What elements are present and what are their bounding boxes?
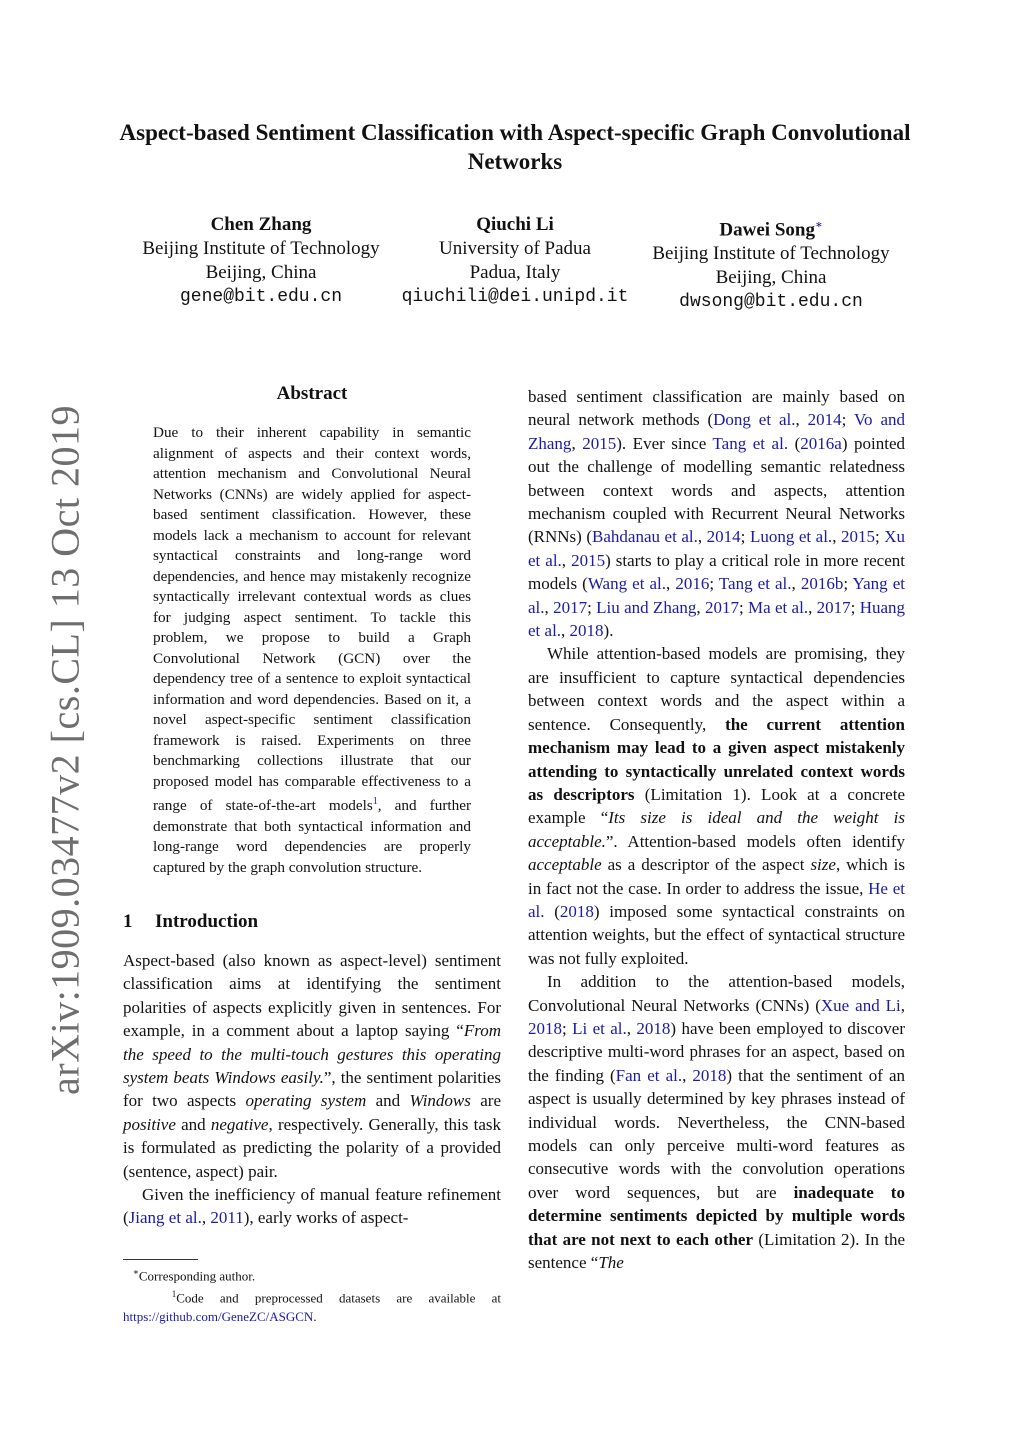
paragraph: Given the inefficiency of manual feature refinement (Jiang et al., 2011), early works of aspect- [123, 1185, 501, 1228]
citation-link[interactable]: 2014 [807, 410, 842, 430]
author-block [640, 213, 902, 314]
citation-link[interactable]: Huang et al. [528, 597, 906, 641]
author-email: qiuchili@dei.unipd.it [401, 287, 629, 307]
author-location: Padua, Italy [469, 262, 561, 283]
footnote-rule [123, 1259, 198, 1260]
citation-link[interactable]: Tang et al. [718, 574, 792, 594]
author-name: Chen Zhang [210, 214, 312, 235]
paragraph: Aspect-based (also known as aspect-level) sentiment classification aims at identifying the sentiment polarities of aspects explicitly given in sentences. For example, in a comment about a laptop saying “From the speed to the multi-touch gestures this operating system beats Windows easily.”, the sentiment polarities for two aspects operating system and Windows are positive and negative, respectively. Generally, this task is formulated as predicting the polarity of a provided (sentence, aspect) pair. [123, 951, 502, 1181]
paragraph: based sentiment classification are mainly based on neural network methods (Dong et al., 2014; Vo and Zhang, 2015). Ever since Tang et al. (2016a) pointed out the challenge of modelling semantic relatedness between context words and aspects, attention mechanism coupled with Recurrent Neural Networks (RNNs) (Bahdanau et al., 2014; Luong et al., 2015; Xu et al., 2015) starts to play a critical role in more recent models (Wang et al., 2016; Tang et al., 2016b; Yang et al., 2017; Liu and Zhang, 2017; Ma et al., 2017; Huang et al., 2018). [528, 387, 906, 641]
citation-link[interactable]: 2014 [706, 527, 741, 547]
citation-link[interactable]: Dong et al. [713, 410, 796, 430]
section-title: Introduction [155, 911, 259, 932]
citation-link[interactable]: 2015 [840, 527, 875, 547]
footnotes [123, 1263, 501, 1326]
citation-link[interactable]: 2015 [571, 550, 606, 570]
section-heading [123, 911, 258, 933]
citation-link[interactable]: 2016a [800, 433, 842, 453]
citation-link[interactable]: Vo and Zhang [528, 410, 905, 453]
abstract-text: Due to their inherent capability in semantic alignment of aspects and their context words, attention mechanism and Convolutional Neural Networks (CNNs) are widely applied for aspect-based sentiment classification. However, these models lack a mechanism to account for relevant syntactical constraints and long-range word dependencies, and hence may mistakenly recognize syntactically irrelevant contextual words as clues for judging aspect sentiment. To tackle this problem, we propose to build a Graph Convolutional Network (GCN) over the dependency tree of a sentence to exploit syntactical information and word dependencies. Based on it, a novel aspect-specific sentiment classification framework is raised. Experiments on three benchmarking collections illustrate that our proposed model has comparable effectiveness to a range of state-of-the-art models$^1$, and further demonstrate that both syntactical information and long-range word dependencies are properly captured by the graph convolution structure. [153, 424, 471, 876]
footnote-link[interactable]: 1 [372, 796, 378, 807]
abstract-heading: Abstract [276, 383, 348, 404]
citation-link[interactable]: Luong et al. [749, 527, 833, 547]
citation-link[interactable]: 2017 [553, 597, 588, 617]
citation-link[interactable]: 2011 [210, 1208, 244, 1228]
paragraph: In addition to the attention-based models, Convolutional Neural Networks (CNNs) (Xue and Li, 2018; Li et al., 2018) have been employed to discover descriptive multi-word phrases for an aspect, based on the finding (Fan et al., 2018) that the sentiment of an aspect is usually determined by key phrases instead of individual words. Nevertheless, the CNN-based models can only perceive multi-word features as consecutive words with the convolution operations over word sequences, but are inadequate to determine sentiments depicted by multiple words that are not next to each other (Limitation 2). In the sentence “The [528, 972, 905, 1273]
citation-link[interactable]: 2016 [675, 574, 710, 594]
author-email: gene@bit.edu.cn [179, 287, 343, 307]
author-location: Beijing, China [715, 267, 827, 289]
author-affiliation: Beijing Institute of Technology [142, 238, 380, 259]
citation-link[interactable]: 2017 [704, 597, 739, 617]
citation-link[interactable]: Tang et al. [712, 433, 789, 453]
author-email: dwsong@bit.edu.cn [679, 292, 863, 313]
author-block [130, 213, 392, 309]
citation-link[interactable]: Liu and Zhang [596, 597, 697, 617]
citation-link[interactable]: 2015 [582, 433, 617, 453]
author-name: Qiuchi Li [476, 214, 554, 235]
footnote: ∗Corresponding author. [132, 1267, 256, 1284]
citation-link[interactable]: 2016b [800, 574, 844, 594]
author-name: Dawei Song∗ [719, 219, 823, 241]
citation-link[interactable]: 2018 [559, 901, 594, 921]
citation-link[interactable]: Yang et al. [528, 574, 905, 617]
citation-link[interactable]: 2018 [528, 1018, 562, 1038]
citation-link[interactable]: He et al. [528, 878, 905, 921]
citation-link[interactable]: 2018 [569, 621, 604, 641]
citation-link[interactable]: 2018 [636, 1018, 671, 1038]
citation-link[interactable]: Wang et al. [587, 574, 667, 594]
footnote: $^1$Code and preprocessed datasets are available at https://github.com/GeneZC/ASGCN. [123, 1289, 501, 1324]
author-block [384, 213, 646, 309]
paragraph: While attention-based models are promising, they are insufficient to capture syntactical dependencies between context words and the aspect within a sentence. Consequently, the current attention mechanism may lead to a given aspect mistakenly attending to syntactically unrelated context words as descriptors (Limitation 1). Look at a concrete example “Its size is ideal and the weight is acceptable.”. Attention-based models often identify acceptable as a descriptor of the aspect size, which is in fact not the case. In order to address the issue, He et al. (2018) imposed some syntactical constraints on attention weights, but the effect of syntactical structure was not fully exploited. [528, 644, 905, 968]
citation-link[interactable]: 2018 [692, 1065, 727, 1085]
citation-link[interactable]: Xue and Li [820, 995, 901, 1015]
citation-link[interactable]: Xu et al. [528, 527, 906, 570]
section-number: 1 [123, 911, 133, 932]
paper-title: Aspect-based Sentiment Classification with Aspect-specific Graph Convolutional Networks [119, 120, 911, 174]
citation-link[interactable]: Li et al. [572, 1018, 627, 1038]
citation-link[interactable]: Ma et al. [748, 597, 809, 617]
citation-link[interactable]: Fan et al. [615, 1065, 683, 1085]
author-location: Beijing, China [205, 262, 317, 283]
author-affiliation: University of Padua [439, 238, 591, 259]
citation-link[interactable]: Bahdanau et al. [592, 527, 698, 547]
github-link[interactable]: https://github.com/GeneZC/ASGCN [123, 1308, 314, 1324]
citation-link[interactable]: Jiang et al. [128, 1208, 202, 1228]
right-column [528, 385, 905, 1274]
left-column [123, 949, 501, 1230]
arxiv-identifier: arXiv:1909.03477v2 [cs.CL] 13 Oct 2019 [42, 404, 88, 1096]
citation-link[interactable]: 2017 [816, 597, 851, 617]
author-affiliation: Beijing Institute of Technology [652, 243, 890, 265]
corresponding-author-mark[interactable]: ∗ [814, 219, 823, 231]
